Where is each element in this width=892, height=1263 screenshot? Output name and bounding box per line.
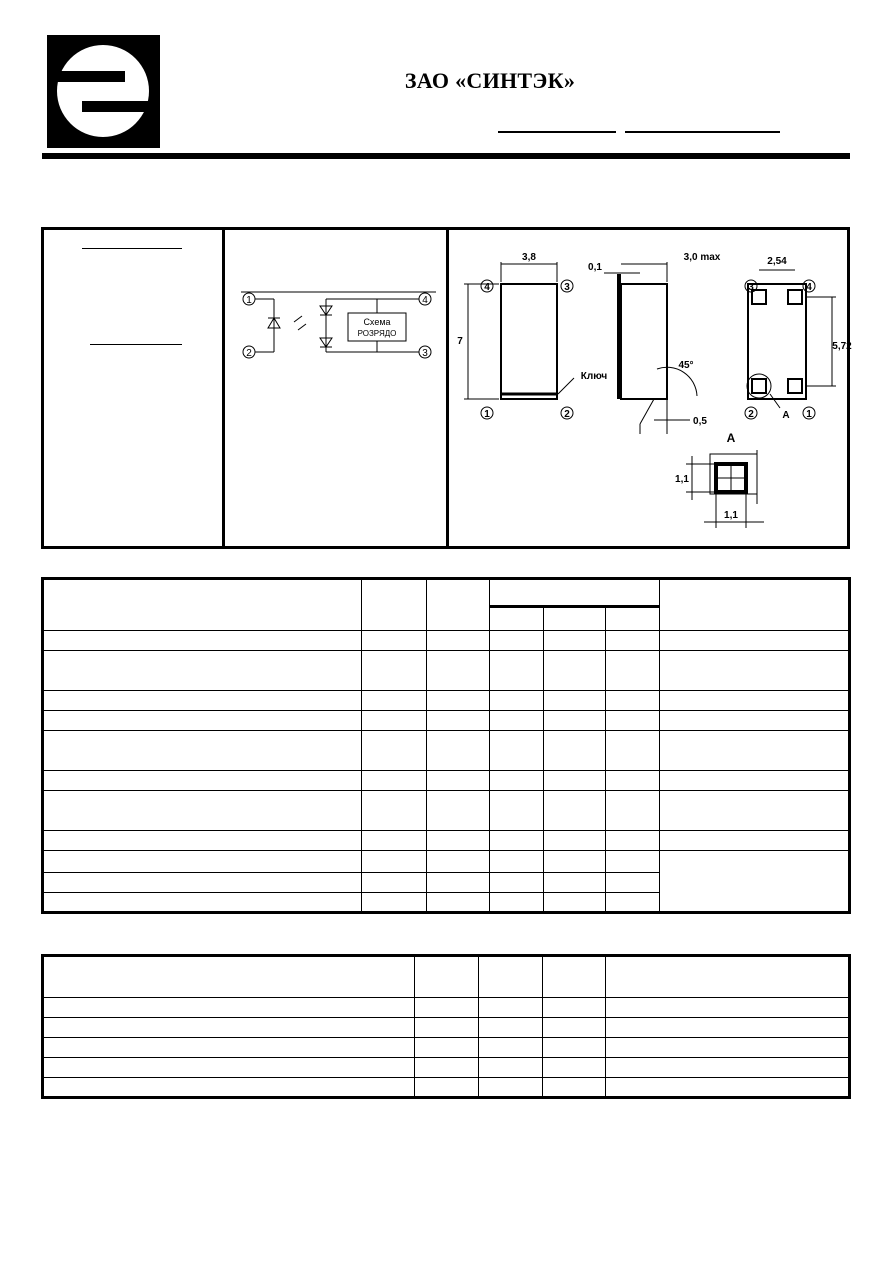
table-row xyxy=(43,1078,850,1098)
top-pin-3: 3 xyxy=(748,282,754,293)
header-rule xyxy=(42,153,850,159)
limits-table xyxy=(41,954,851,1099)
depth-dim-label: 3,0 max xyxy=(683,252,721,263)
table-row xyxy=(43,1018,850,1038)
table-row xyxy=(43,851,850,873)
table-row xyxy=(43,651,850,691)
pkg-pin-4: 4 xyxy=(484,282,490,293)
row-dim-label: 5,72 xyxy=(832,341,852,352)
pin-4-label: 4 xyxy=(422,295,428,306)
panel-divider-2 xyxy=(446,230,449,546)
param-header-max xyxy=(606,607,660,631)
limits-header-name xyxy=(43,956,415,998)
box-label-1: Схема xyxy=(363,317,391,327)
param-header-unit xyxy=(660,579,850,631)
param-header-symbol xyxy=(362,579,427,631)
synthek-s-logo-icon xyxy=(47,35,160,148)
limits-header-symbol xyxy=(415,956,479,998)
detail-marker-label: A xyxy=(782,410,790,421)
top-pin-4: 4 xyxy=(806,282,812,293)
pin-2-label: 2 xyxy=(246,348,252,359)
company-name: ЗАО «СИНТЭК» xyxy=(404,68,576,93)
height-dim-label: 7 xyxy=(457,336,463,347)
top-pin-2: 2 xyxy=(748,409,754,420)
device-info-panel xyxy=(41,227,850,549)
parameters-table xyxy=(41,577,851,914)
table-row xyxy=(43,791,850,831)
pkg-pin-3: 3 xyxy=(564,282,570,293)
pin-1-label: 1 xyxy=(246,295,252,306)
panel-divider-1 xyxy=(222,230,225,546)
table-row xyxy=(43,631,850,651)
width-dim-label: 3,8 xyxy=(522,252,536,263)
table-row xyxy=(43,998,850,1018)
top-pin-1: 1 xyxy=(806,409,812,420)
doc-field-line-1 xyxy=(498,131,616,133)
param-header-mode xyxy=(427,579,490,631)
pin-3-label: 3 xyxy=(422,348,428,359)
package-drawing xyxy=(454,244,852,544)
gap-dim-label: 0,1 xyxy=(588,262,602,273)
table-row xyxy=(43,1038,850,1058)
circuit-schematic xyxy=(236,282,442,372)
box-label-2: РОЗРЯДО xyxy=(357,329,397,338)
limits-header-max xyxy=(543,956,606,998)
table-row xyxy=(43,1058,850,1078)
table-row xyxy=(43,831,850,851)
param-header-name xyxy=(43,579,362,631)
lead-dim-label: 0,5 xyxy=(693,416,707,427)
param-header-values xyxy=(490,579,660,607)
detail-title-label: A xyxy=(726,431,736,445)
key-label: Ключ xyxy=(580,371,608,382)
pad-w-dim-label: 1,1 xyxy=(724,510,738,521)
title-line-2 xyxy=(90,344,182,345)
param-header-typ xyxy=(544,607,606,631)
limits-header-unit xyxy=(606,956,850,998)
table-row xyxy=(43,771,850,791)
pkg-pin-1: 1 xyxy=(484,409,490,420)
table-row xyxy=(43,711,850,731)
pkg-pin-2: 2 xyxy=(564,409,570,420)
title-line-1 xyxy=(82,248,182,249)
doc-field-line-2 xyxy=(625,131,780,133)
param-header-min xyxy=(490,607,544,631)
pitch-dim-label: 2,54 xyxy=(767,256,787,267)
table-row xyxy=(43,691,850,711)
pad-h-dim-label: 1,1 xyxy=(675,474,689,485)
limits-header-min xyxy=(479,956,543,998)
company-logo xyxy=(47,35,160,148)
table-row xyxy=(43,731,850,771)
angle-dim-label: 45° xyxy=(678,360,694,371)
